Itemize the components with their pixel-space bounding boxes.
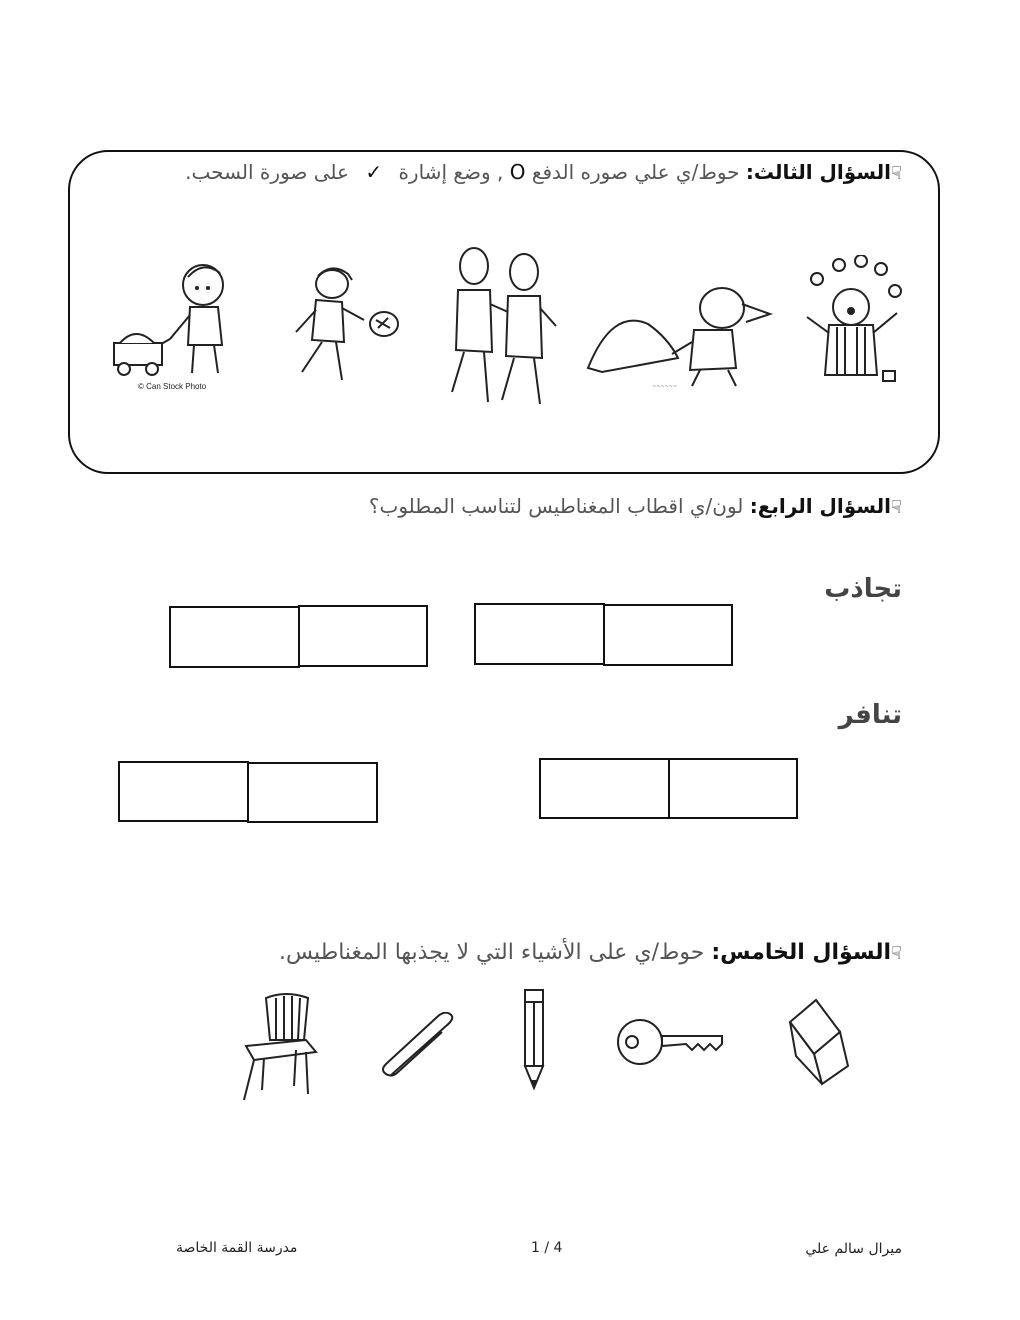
question-3-line bbox=[185, 160, 902, 184]
boy-pulling-truck-image[interactable] bbox=[108, 255, 243, 395]
footer-page-number: 1 / 4 bbox=[531, 1240, 563, 1256]
question-4-instruction: لون/ي اقطاب المغناطيس لتناسب المطلوب؟ bbox=[368, 494, 744, 518]
eraser-image[interactable] bbox=[782, 996, 854, 1086]
watermark-text: © Can Stock Photo bbox=[138, 382, 207, 391]
tiny-credit-text: ~~~~~~ bbox=[652, 384, 678, 388]
footer-author: ميرال سالم علي bbox=[805, 1241, 902, 1257]
pointing-hand-icon: ☟ bbox=[891, 163, 902, 184]
repel-label: تنافر bbox=[838, 700, 902, 730]
check-symbol: ✓ bbox=[365, 160, 383, 184]
pencil-image[interactable] bbox=[520, 988, 548, 1092]
pointing-hand-icon: ☟ bbox=[891, 497, 902, 518]
question-4-line bbox=[369, 494, 902, 518]
question-5-title: السؤال الخامس: bbox=[711, 940, 892, 965]
magnet-pole[interactable] bbox=[539, 758, 670, 819]
pointing-hand-icon: ☟ bbox=[891, 943, 902, 964]
magnet-pole[interactable] bbox=[169, 606, 300, 668]
magnet-pole[interactable] bbox=[668, 758, 798, 819]
man-pulling-sack-image[interactable] bbox=[582, 268, 778, 388]
clown-juggling-image[interactable] bbox=[795, 255, 910, 385]
chair-image[interactable] bbox=[236, 990, 322, 1102]
magnet-pole[interactable] bbox=[603, 604, 733, 666]
key-image[interactable] bbox=[614, 1016, 726, 1068]
question-3-middle: , وضع إشارة bbox=[398, 160, 504, 184]
question-3-title: السؤال الثالث: bbox=[745, 160, 892, 184]
question-3-end: على صورة السحب. bbox=[185, 160, 349, 184]
magnet-pole[interactable] bbox=[298, 605, 428, 667]
question-5-line bbox=[279, 940, 902, 965]
attract-label: تجاذب bbox=[824, 574, 902, 604]
magnet-pole[interactable] bbox=[247, 762, 378, 823]
boys-pushing-image[interactable] bbox=[432, 242, 567, 412]
circle-symbol: O bbox=[509, 160, 526, 184]
magnet-pole[interactable] bbox=[474, 603, 605, 665]
question-4-title: السؤال الرابع: bbox=[749, 494, 892, 518]
magnet-pole[interactable] bbox=[118, 761, 249, 822]
footer-school: مدرسة القمة الخاصة bbox=[176, 1240, 298, 1256]
question-3-instruction: حوط/ي علي صوره الدفع bbox=[531, 160, 740, 184]
question-5-instruction: حوط/ي على الأشياء التي لا يجذبها المغناطيس. bbox=[279, 940, 705, 965]
man-throwing-ball-image[interactable] bbox=[272, 262, 407, 392]
paper-clip-image[interactable] bbox=[376, 1012, 458, 1082]
